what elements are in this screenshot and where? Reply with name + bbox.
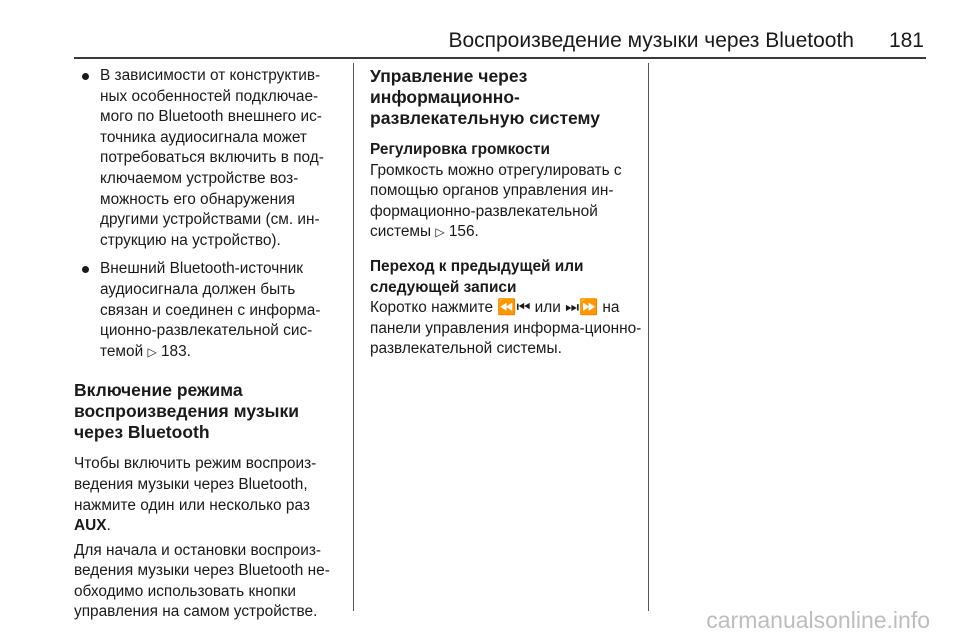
paragraph-text: Коротко нажмите xyxy=(370,299,494,317)
paragraph xyxy=(74,454,346,536)
paragraph-text: на панели управления информа-ционно-развлекательной системы. xyxy=(370,299,642,358)
bullet-text: Внешний Bluetooth-источник аудиосигнала должен быть связан и соединен с информа-ционно-развлекательной сис-темой xyxy=(100,260,321,360)
subsection-title: Регулировка громкости xyxy=(370,141,550,158)
aux-button-label: AUX xyxy=(74,517,107,535)
page-reference-link[interactable]: 156. xyxy=(448,223,479,241)
section-heading: Включение режима воспроизведения музыки через Bluetooth xyxy=(74,380,300,443)
list-item xyxy=(74,259,346,362)
column-divider-left xyxy=(353,63,354,611)
reference-arrow-icon: ▷ xyxy=(435,225,445,240)
list-item xyxy=(74,66,346,251)
reference-arrow-icon: ▷ xyxy=(147,344,157,359)
subsection-title: Переход к предыдущей или следующей записи xyxy=(370,257,584,296)
section-heading: Управление через информационно-развлекательную систему xyxy=(370,66,601,128)
page-title: Воспроизведение музыки через Bluetooth xyxy=(448,29,854,52)
punctuation: . xyxy=(106,517,111,535)
next-track-icon: ⏭⏩ xyxy=(565,299,599,317)
left-column xyxy=(74,66,346,627)
bullet-icon xyxy=(82,266,89,273)
paragraph-text: Чтобы включить режим воспроиз-ведения музыки через Bluetooth, нажмите один или несколько раз xyxy=(74,455,317,514)
previous-track-icon: ⏪⏮ xyxy=(497,299,531,317)
page-number: 181 xyxy=(888,29,924,52)
bullet-icon xyxy=(82,73,89,80)
paragraph-text: Громкость можно отрегулировать с помощью органов управления ин-формационно-развлекательной системы xyxy=(370,161,622,241)
watermark: carmanualsonline.info xyxy=(706,607,930,633)
page-reference-link[interactable]: 183. xyxy=(160,342,191,360)
paragraph xyxy=(370,161,644,243)
paragraph-text: или xyxy=(534,299,561,317)
paragraph xyxy=(370,298,644,360)
bullet-text: В зависимости от конструктив-ных особенностей подключае-мого по Bluetooth внешнего ис-точника аудиосигнала может потребоваться включить в под-ключаемом устройстве воз-можность его обнаружения другими устройствами (см. ин-струкцию на устройство). xyxy=(100,67,324,249)
right-column xyxy=(370,66,644,364)
page-header xyxy=(74,27,926,59)
paragraph: Для начала и остановки воспроиз-ведения музыки через Bluetooth не-обходимо использовать кнопки управления на самом устройстве. xyxy=(74,541,330,621)
column-divider-right xyxy=(648,63,649,611)
